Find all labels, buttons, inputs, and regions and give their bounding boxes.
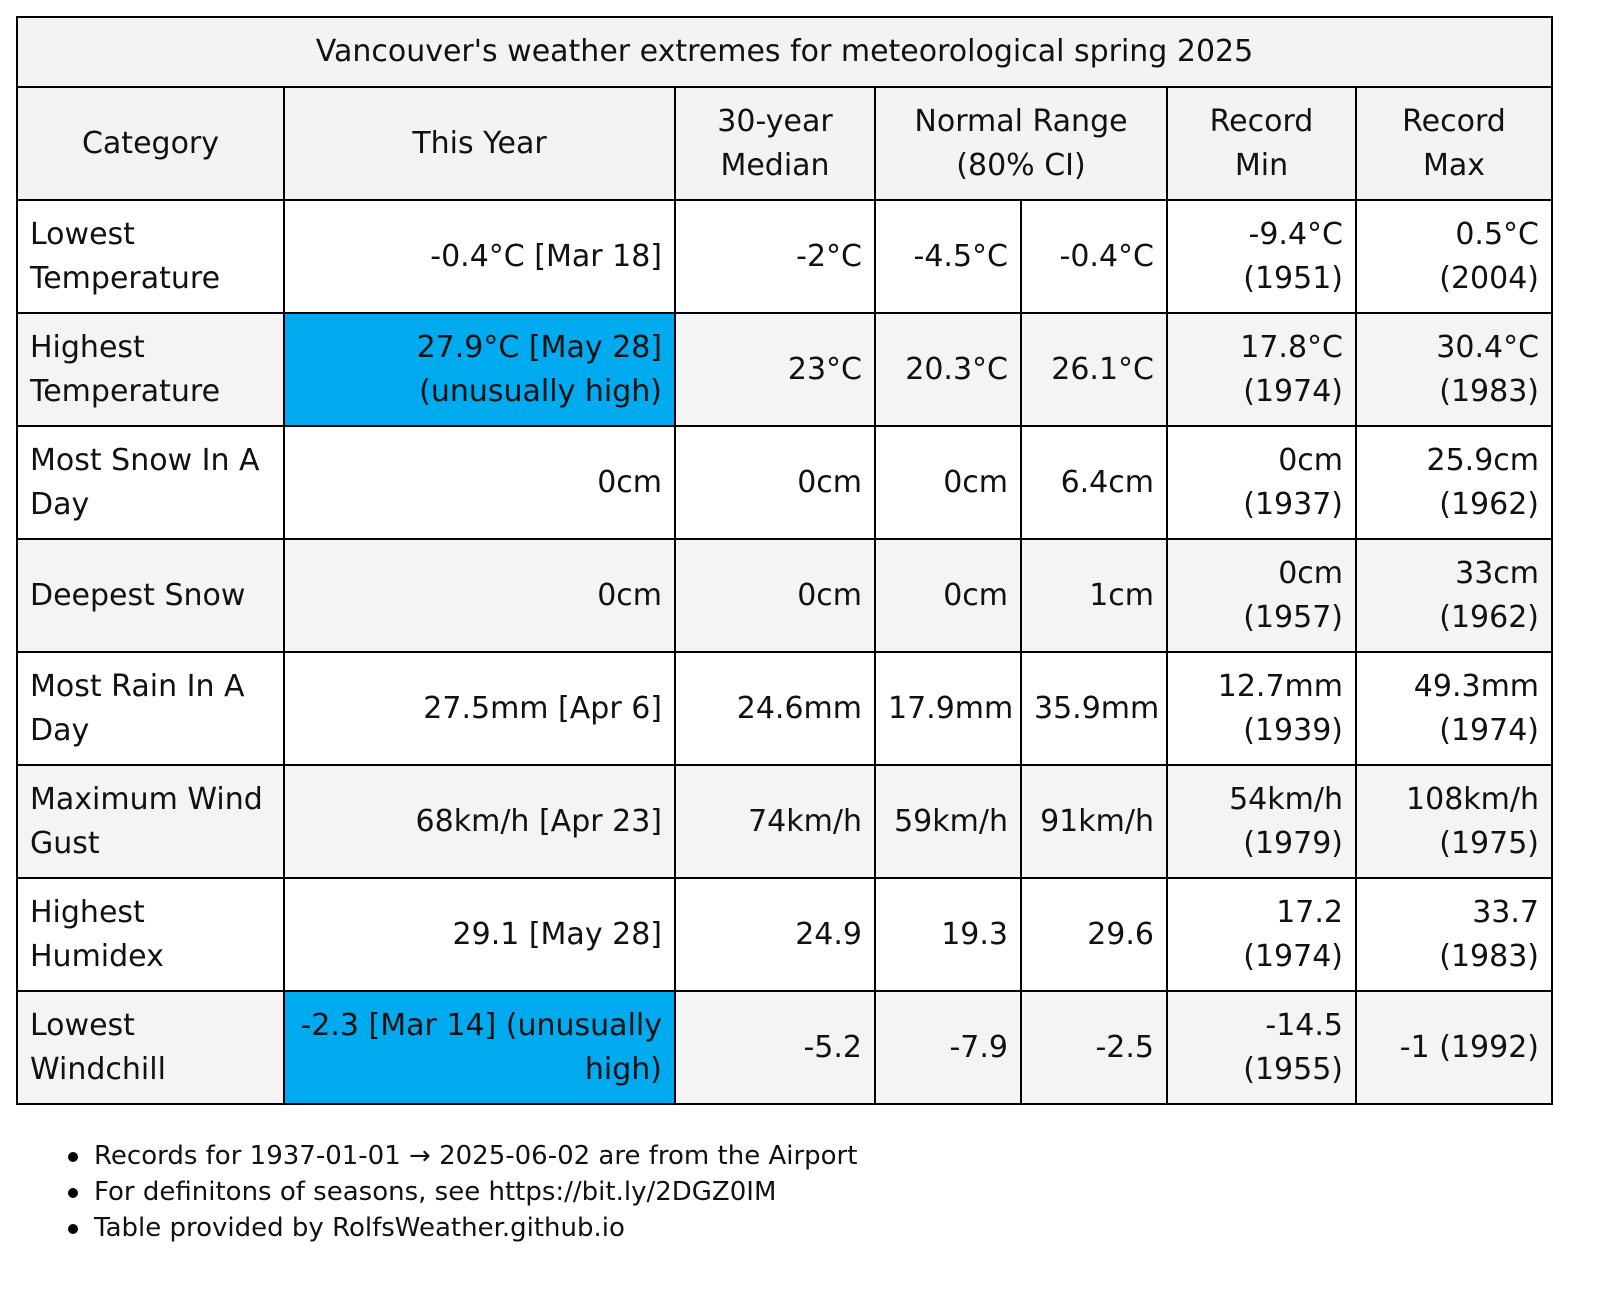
cell-this-year: 27.9°C [May 28] (unusually high) [284, 313, 675, 426]
cell-record-min: 0cm (1937) [1167, 426, 1356, 539]
cell-median: 74km/h [675, 765, 875, 878]
cell-range-low: -7.9 [875, 991, 1021, 1104]
cell-record-min: 12.7mm (1939) [1167, 652, 1356, 765]
cell-record-min: 0cm (1957) [1167, 539, 1356, 652]
cell-record-max: 108km/h (1975) [1356, 765, 1552, 878]
note-text: Table provided by RolfsWeather.github.io [94, 1213, 625, 1243]
cell-range-high: 35.9mm [1021, 652, 1167, 765]
cell-range-low: 20.3°C [875, 313, 1021, 426]
cell-this-year: 0cm [284, 539, 675, 652]
note-text: For definitons of seasons, see https://bit.ly/2DGZ0IM [94, 1177, 777, 1207]
table-row [17, 426, 1552, 539]
cell-record-max: 0.5°C (2004) [1356, 200, 1552, 313]
cell-category: Most Rain In A Day [17, 652, 284, 765]
cell-record-max: 49.3mm (1974) [1356, 652, 1552, 765]
cell-range-low: 59km/h [875, 765, 1021, 878]
cell-median: 0cm [675, 426, 875, 539]
cell-record-max: 30.4°C (1983) [1356, 313, 1552, 426]
header-record-min: Record Min [1167, 87, 1356, 200]
header-record-max: Record Max [1356, 87, 1552, 200]
table-title: Vancouver's weather extremes for meteorological spring 2025 [17, 17, 1552, 87]
cell-record-max: 33.7 (1983) [1356, 878, 1552, 991]
cell-range-low: 17.9mm [875, 652, 1021, 765]
cell-median: 24.9 [675, 878, 875, 991]
cell-range-high: 6.4cm [1021, 426, 1167, 539]
cell-this-year: 0cm [284, 426, 675, 539]
bullet-icon [68, 1188, 78, 1198]
cell-this-year: -0.4°C [Mar 18] [284, 200, 675, 313]
cell-median: 0cm [675, 539, 875, 652]
cell-category: Highest Humidex [17, 878, 284, 991]
table-row [17, 765, 1552, 878]
list-item [62, 1138, 857, 1174]
bullet-icon [68, 1224, 78, 1234]
cell-record-min: 17.2 (1974) [1167, 878, 1356, 991]
cell-range-high: 91km/h [1021, 765, 1167, 878]
cell-record-max: 33cm (1962) [1356, 539, 1552, 652]
cell-category: Lowest Windchill [17, 991, 284, 1104]
cell-range-low: 19.3 [875, 878, 1021, 991]
cell-this-year: -2.3 [Mar 14] (unusually high) [284, 991, 675, 1104]
list-item [62, 1174, 857, 1210]
table-row [17, 313, 1552, 426]
cell-range-high: -0.4°C [1021, 200, 1167, 313]
table-row [17, 200, 1552, 313]
notes-list [62, 1138, 857, 1246]
cell-range-low: 0cm [875, 426, 1021, 539]
cell-record-min: 17.8°C (1974) [1167, 313, 1356, 426]
header-this-year: This Year [284, 87, 675, 200]
cell-range-high: 26.1°C [1021, 313, 1167, 426]
note-text: Records for 1937-01-01 → 2025-06-02 are from the Airport [94, 1141, 858, 1171]
cell-record-min: -9.4°C (1951) [1167, 200, 1356, 313]
table-row [17, 878, 1552, 991]
cell-median: 24.6mm [675, 652, 875, 765]
table-body [17, 200, 1552, 1104]
list-item [62, 1210, 857, 1246]
cell-category: Most Snow In A Day [17, 426, 284, 539]
cell-this-year: 29.1 [May 28] [284, 878, 675, 991]
cell-median: -2°C [675, 200, 875, 313]
table-row [17, 991, 1552, 1104]
header-median: 30-year Median [675, 87, 875, 200]
cell-median: -5.2 [675, 991, 875, 1104]
weather-extremes-table [16, 16, 1553, 1105]
table-row [17, 652, 1552, 765]
cell-record-min: -14.5 (1955) [1167, 991, 1356, 1104]
cell-category: Maximum Wind Gust [17, 765, 284, 878]
cell-median: 23°C [675, 313, 875, 426]
cell-record-max: -1 (1992) [1356, 991, 1552, 1104]
cell-this-year: 27.5mm [Apr 6] [284, 652, 675, 765]
cell-range-high: 29.6 [1021, 878, 1167, 991]
cell-range-high: 1cm [1021, 539, 1167, 652]
cell-category: Highest Temperature [17, 313, 284, 426]
cell-record-min: 54km/h (1979) [1167, 765, 1356, 878]
table-row [17, 539, 1552, 652]
header-normal-range: Normal Range (80% CI) [875, 87, 1167, 200]
bullet-icon [68, 1152, 78, 1162]
cell-this-year: 68km/h [Apr 23] [284, 765, 675, 878]
cell-range-low: -4.5°C [875, 200, 1021, 313]
cell-range-low: 0cm [875, 539, 1021, 652]
cell-category: Deepest Snow [17, 539, 284, 652]
cell-record-max: 25.9cm (1962) [1356, 426, 1552, 539]
header-category: Category [17, 87, 284, 200]
cell-range-high: -2.5 [1021, 991, 1167, 1104]
cell-category: Lowest Temperature [17, 200, 284, 313]
